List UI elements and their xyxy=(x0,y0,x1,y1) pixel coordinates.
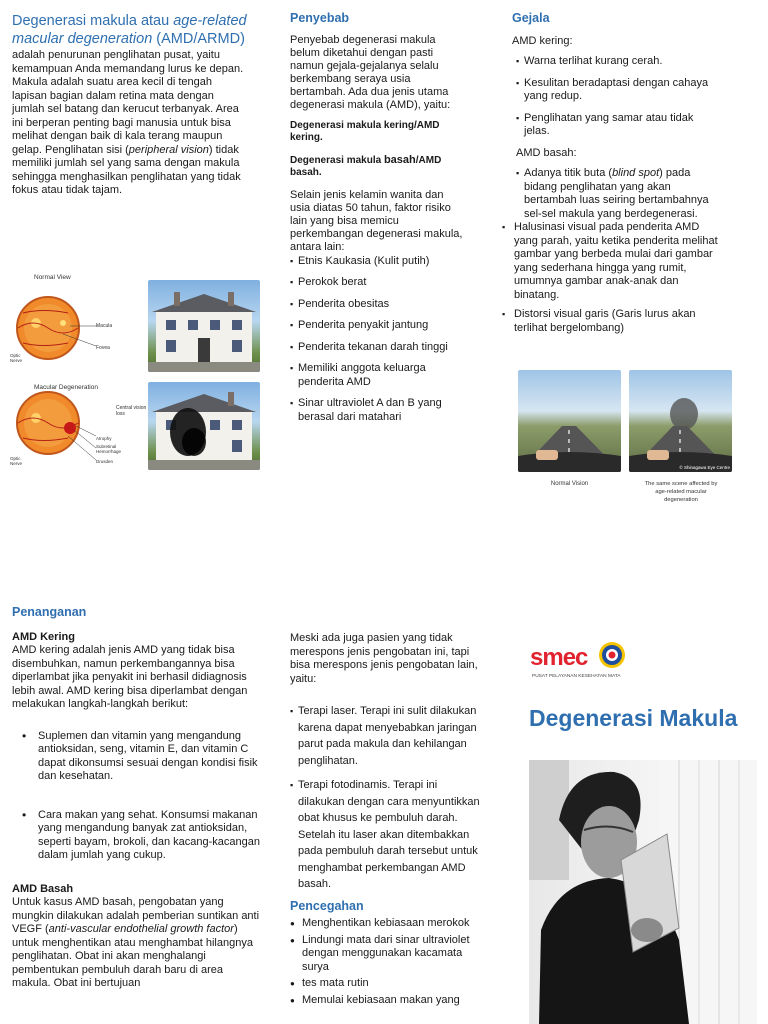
intro-column xyxy=(12,12,247,206)
cover-photo-svg xyxy=(529,760,757,1024)
kering-symptom-list xyxy=(516,55,722,139)
list-item: • Suplemen dan vitamin yang mengandung antioksidan, seng, vitamin E, dan vitamin C dapat dikonsumsi sesuai dengan kondisi fisik dan kesehatan. xyxy=(16,730,260,784)
cover-title: Degenerasi Makula xyxy=(529,705,738,731)
terapi-list xyxy=(290,703,480,893)
amd-kering-paragraph: AMD kering adalah jenis AMD yang tidak bisa disembuhkan, namun perkembangannya bisa diperlambat jika penyakit ini berhasil didiagnosis lebih awal. AMD kering bisa diperlambat dengan melakukan langkah-langkah berikut: xyxy=(12,644,248,710)
logo-wordmark: smec xyxy=(530,644,588,671)
list-item: • Cara makan yang sehat. Konsumsi makanan yang mengandung banyak zat antioksidan, seperti bayam, brokoli, dan kacang-kacangan dalam jumlah yang cukup. xyxy=(16,809,260,863)
hemorrhage-label: Subretinal Hemorrhage xyxy=(96,444,122,454)
penyebab-risk-intro: Selain jenis kelamin wanita dan usia diatas 50 tahun, faktor risiko lain yang bisa memicu perkembangan degenerasi makula, antara lain: xyxy=(290,188,463,253)
basah-symptom-list-2 xyxy=(502,221,722,335)
list-item: ▪ Terapi laser. Terapi ini sulit dilakukan karena dapat menyebabkan jaringan parut pada makula dan kehilangan penglihatan. xyxy=(290,703,480,769)
penyebab-intro: Penyebab degenerasi makula belum diketahui dengan pasti namun gejala-gejalanya selalu berkembang seraya usia bertambah. Ada dua jenis utama degenerasi makula (AMD), yaitu: xyxy=(290,33,451,111)
logo-eye-icon xyxy=(597,640,627,670)
smec-logo xyxy=(530,636,640,686)
amd-basah-title: AMD Basah xyxy=(12,882,74,895)
road-photo-affected xyxy=(629,370,732,472)
drusden-label: Drusden xyxy=(96,459,114,464)
list-item: ▪ Perokok berat xyxy=(290,276,465,290)
terapi-intro: Meski ada juga pasien yang tidak merespons jenis pengobatan ini, tapi bisa merespons jenis pengobatan lain, yaitu: xyxy=(290,632,478,685)
amd-basah-paragraph: Untuk kasus AMD basah, pengobatan yang mungkin dilakukan adalah pemberian suntikan anti VEGF (anti-vascular endothelial growth factor) untuk menghentikan atau menghambat hilangnya penglihatan. Obat ini akan menghalangi pembentukan pembuluh darah baru di area makula. Obat ini bertujuan xyxy=(12,896,260,989)
list-item: ▪ Halusinasi visual pada penderita AMD yang parah, yaitu ketika penderita melihat gambar yang berbeda mulai dari gambar yang sederhana hingga yang rumit, umumnya gambar anak-anak dan binatang. xyxy=(502,221,722,302)
house-photo-normal xyxy=(148,280,260,372)
penyebab-kering: Degenerasi makula kering/AMD kering. xyxy=(290,119,440,143)
road-photo-credit: © Shinagawa Eye Centre xyxy=(679,465,730,470)
terapi-column xyxy=(290,632,480,1010)
road-affected-svg xyxy=(629,370,732,472)
pencegahan-list xyxy=(290,917,480,1007)
cover-photo xyxy=(529,760,757,1024)
central-vision-loss-label: Central vision loss xyxy=(116,405,147,417)
eye-diagram xyxy=(8,268,143,478)
list-item: ▪ Penderita tekanan darah tinggi xyxy=(290,341,465,355)
normal-view-label: Normal View xyxy=(34,274,71,281)
list-item: ▪ Penglihatan yang samar atau tidak jelas. xyxy=(516,112,722,139)
list-item: ● Menghentikan kebiasaan merokok xyxy=(290,917,480,931)
macular-degeneration-label: Macular Degeneration xyxy=(34,384,98,391)
list-item: ● Memulai kebiasaan makan yang xyxy=(290,994,480,1008)
list-item: ▪ Penderita penyakit jantung xyxy=(290,319,465,333)
optic-nerve-label-2: Optic Nerve xyxy=(10,456,23,466)
basah-symptom-list xyxy=(516,167,722,221)
list-item: ▪ Terapi fotodinamis. Terapi ini dilakukan dengan cara menyuntikkan obat khusus ke pembuluh darah. Setelah itu laser akan ditembakkan pada pembuluh darah tersebut untuk menghambat perkembangan AMD basah. xyxy=(290,777,480,893)
gejala-heading: Gejala xyxy=(512,11,550,25)
penyebab-basah: Degenerasi makula basah/AMD basah. xyxy=(290,153,442,178)
intro-paragraph: adalah penurunan penglihatan pusat, yaitu kemampuan Anda memandang lurus ke depan. Makula adalah suatu area kecil di tengah lapisan bagian dalam retina mata dengan jumlah sel batang dan kerucut terbanyak. Area ini berperan penting bagi manusia untuk bisa melihat dengan baik di kala terang maupun gelap. Penglihatan sisi (peripheral vision) tidak memiliki jumlah sel yang sama dengan makula sehingga menghasilkan penglihatan yang tidak fokus atau tidak tajam. xyxy=(12,49,244,196)
list-item: ▪ Sinar ultraviolet A dan B yang berasal dari matahari xyxy=(290,397,465,424)
road-photo-normal xyxy=(518,370,621,472)
list-item: ● tes mata rutin xyxy=(290,977,480,991)
list-item: ▪ Kesulitan beradaptasi dengan cahaya yang redup. xyxy=(516,77,722,104)
logo-subtitle: PUSAT PELAYANAN KESEHATAN MATA xyxy=(532,674,621,679)
house-photo-degenerated xyxy=(148,382,260,470)
amd-kering-label: AMD kering: xyxy=(512,34,573,47)
list-item: ▪ Adanya titik buta (blind spot) pada bidang penglihatan yang akan bertambah luas seiring bertambahnya sel-sel makula yang berdegenerasi. xyxy=(516,167,722,221)
intro-title: Degenerasi makula atau age-related macular degeneration (AMD/ARMD) xyxy=(12,13,247,47)
penanganan-heading: Penanganan xyxy=(12,605,87,619)
penanganan-column xyxy=(12,606,260,999)
list-item: ▪ Memiliki anggota keluarga penderita AMD xyxy=(290,362,465,389)
amd-kering-title: AMD Kering xyxy=(12,630,75,643)
amd-basah-label: AMD basah: xyxy=(516,146,577,159)
house-degenerated-svg xyxy=(148,382,260,470)
road-normal-svg xyxy=(518,370,621,472)
risk-factor-list xyxy=(290,255,465,425)
list-item: ● Lindungi mata dari sinar ultraviolet dengan menggunakan kacamata surya xyxy=(290,934,480,975)
gejala-column xyxy=(512,12,722,343)
kering-treatment-list xyxy=(16,730,260,863)
macula-label: Macula xyxy=(96,323,113,329)
penyebab-column xyxy=(290,12,465,432)
optic-nerve-label-1: Optic Nerve xyxy=(10,353,23,363)
list-item: ▪ Penderita obesitas xyxy=(290,298,465,312)
pencegahan-heading: Pencegahan xyxy=(290,898,364,913)
road-caption-affected: The same scene affected by age-related macular degeneration xyxy=(644,481,718,503)
fovea-label: Fovea xyxy=(96,345,110,351)
house-normal-svg xyxy=(148,280,260,372)
road-caption-normal: Normal Vision xyxy=(550,481,589,487)
atrophy-label: Atrophy xyxy=(96,436,112,441)
list-item: ▪ Etnis Kaukasia (Kulit putih) xyxy=(290,255,465,269)
penyebab-heading: Penyebab xyxy=(290,11,350,25)
list-item: ▪ Warna terlihat kurang cerah. xyxy=(516,55,722,69)
list-item: ▪ Distorsi visual garis (Garis lurus akan terlihat bergelombang) xyxy=(502,308,722,335)
